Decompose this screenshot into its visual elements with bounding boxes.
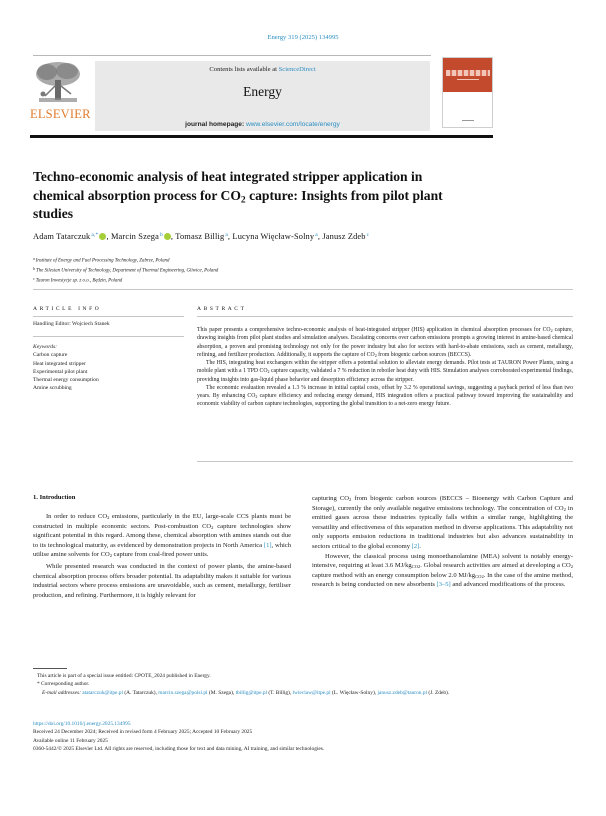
article-title: Techno-economic analysis of heat integrated stripper application in chemical absorption process for $CO_2$ capture: Insights from pilot plant studies — [33, 169, 443, 221]
section-heading-introduction: 1. Introduction — [33, 494, 76, 501]
body-paragraph: However, the classical process using monoethanolamine (MEA) solvent is notably energy-intensive, requiring at least 3.6 $MJ/kg_{CO2}$. Global research activities are aimed at developing a $CO_2$ capture method with an energy consumption below 2.0 $MJ/kg_{CO2}$. In the case of the amine method, research is being conducted on new absorbents [3–5] and advanced modifications of the process. — [312, 552, 573, 589]
header-thick-rule — [30, 135, 493, 138]
footnotes — [33, 672, 573, 697]
cover-line — [457, 79, 479, 80]
keywords-label: Keywords: — [33, 344, 58, 350]
cover-title-glyphs — [446, 70, 490, 76]
publication-history: Received 24 December 2024; Received in revised form 4 February 2025; Accepted 10 February 2025 — [33, 729, 253, 736]
body-paragraph: While presented research was conducted in the context of power plants, the amine-based chemical absorption process offers broader potential. Its adaptability makes it suitable for various industrial sectors where process emissions are unavoidable, such as cement, metallurgy, fertiliser production, and refining. Furthermore, it is highly relevant for — [33, 562, 291, 599]
abstract-paragraph: This paper presents a comprehensive techno-economic analysis of heat-integrated stripper (HIS) application in chemical absorption processes for $CO_2$ capture, drawing insights from pilot plant studies and simulation analyses. Escalating concerns over carbon emissions prompts a growing interest in amine-based chemical absorption, a proven and promising technology not only for the power industry but also for sectors with hard-to-abate emissions, such as cement, metallurgy, refining, and fertilizer production. Additionally, it supports the capture of $CO_2$ from biogenic carbon sources (BECCS). — [197, 327, 573, 358]
orcid-icon[interactable] — [99, 233, 106, 240]
body-paragraph: In order to reduce $CO_2$ emissions, particularly in the EU, large-scale CCS plants must be constructed in multiple economic sectors. Post-combustion $CO_2$ capture technologies show significant potential in this regard. Among these, chemical absorption with amines stands out due to its technological maturity, as evidenced by demonstration projects in North America [1], which utilise amine solvents for $CO_2$ capture from coal-fired power units. — [33, 513, 291, 559]
keyword-item[interactable]: Carbon capture — [33, 352, 68, 359]
email-link[interactable]: atatarczuk@itpe.pl — [82, 689, 123, 696]
cover-footer-mark — [462, 120, 474, 121]
elsevier-logo[interactable] — [30, 60, 91, 121]
affiliations-rule — [33, 289, 573, 290]
journal-name: Energy — [243, 84, 282, 99]
author-name[interactable]: Marcin Szega — [110, 232, 160, 241]
abstract-label: ABSTRACT — [197, 306, 247, 312]
keyword-item[interactable]: Experimental pilot plant — [33, 368, 88, 375]
abstract-paragraph: The economic evaluation revealed a 1.3 % increase in initial capital costs, offset by 3.2 % operational savings, suggesting a payback period of less than two years. By enhancing $CO_2$ capture efficiency and reducing energy demand, HIS integration offers a practical pathway toward improving the sustainability and economic viability of carbon capture technologies, supporting the global transition to a net-zero energy future. — [197, 384, 573, 408]
body-paragraph: capturing $CO_2$ from biogenic carbon sources (BECCS – Bioenergy with Carbon Capture and Storage), currently the only available negative emissions technology. The concentration of $CO_2$ in emitted gases across these industries typically falls within a similar range, highlighting the versatility and effectiveness of this separation method in diverse applications. This adaptability not only supports emission reductions in traditional industries but also advances sustainability in sectors critical to the global economy [2]. — [312, 495, 573, 550]
email-link[interactable]: tbillig@itpe.pl — [235, 689, 268, 696]
article-info-rule — [33, 316, 184, 317]
copyright-notice: 0360-5442/© 2025 Elsevier Ltd. All rights are reserved, including those for text and data mining, AI training, and similar technologies. — [33, 745, 325, 752]
email-link[interactable]: marcin.szega@polsl.pl — [158, 689, 208, 696]
journal-masthead — [95, 61, 430, 131]
doi-link[interactable]: https://doi.org/10.1016/j.energy.2025.134995 — [33, 721, 131, 727]
author-list: Adam Tatarczuk$^{a,*}$ , Marcin Szega$^b$ , Tomasz Billig$^a$, Lucyna Więcław-Solny$^a$, Janusz Zdeb$^c$ — [33, 232, 370, 241]
footnote-rule — [33, 668, 67, 669]
journal-homepage: journal homepage: www.elsevier.com/locate/energy — [185, 121, 340, 128]
journal-citation[interactable]: Energy 319 (2025) 134995 — [267, 34, 339, 41]
abstract-paragraph: The HIS, integrating heat exchangers within the stripper offers a potential solution to alleviate energy demands. Pilot tests at TAURON Power Plants, using a mobile plant with a 1 TPD $CO_2$ capture capacity, validated a 7 % reduction in reboiler heat duty with HIS. Simulation analyses corroborated experimental findings, providing insights into gas-liquid phase behavior and desorption efficiency across the stripper. — [197, 360, 573, 383]
author-name[interactable]: Tomasz Billig — [175, 232, 225, 241]
affiliation-mark[interactable]: a — [225, 232, 228, 238]
email-link[interactable]: janusz.zdeb@tauron.pl — [377, 689, 428, 696]
body-column-left — [33, 512, 291, 600]
elsevier-wordmark: ELSEVIER — [30, 107, 91, 121]
affiliation-mark[interactable]: c — [366, 232, 370, 238]
body-column-right — [312, 494, 573, 590]
author-name[interactable]: Lucyna Więcław-Solny — [232, 232, 315, 241]
abstract-body — [197, 326, 573, 409]
abstract-rule — [197, 316, 573, 317]
publication-info — [33, 720, 573, 753]
author-name[interactable]: Adam Tatarczuk — [33, 232, 91, 241]
reference-link[interactable]: [1] — [263, 541, 272, 549]
keyword-item[interactable]: Amine scrubbing — [33, 385, 72, 392]
affiliation-item: $^b$The Silesian University of Technology, Department of Thermal Engineering, Gliwice, Poland — [33, 265, 219, 274]
reference-link[interactable]: [3–5] — [436, 581, 451, 589]
email-addresses: E-mail addresses: atatarczuk@itpe.pl (A. Tatarczuk), marcin.szega@polsl.pl (M. Szega), tbillig@itpe.pl (T. Billig), lwieclaw@itpe.pl (L. Więcław-Solny), janusz.zdeb@tauron.pl (J. Zdeb). — [42, 689, 450, 696]
available-online: Available online 11 February 2025 — [33, 737, 108, 744]
handling-editor-rule — [33, 336, 184, 337]
keywords-list — [33, 343, 99, 393]
elsevier-tree-icon — [33, 60, 83, 106]
affiliation-item: $^a$Institute of Energy and Fuel Processing Technology, Zabrze, Poland — [33, 256, 170, 264]
affiliation-list — [33, 255, 433, 285]
keyword-item[interactable]: Thermal energy consumption — [33, 377, 99, 384]
orcid-icon[interactable] — [164, 233, 171, 240]
abstract-bottom-rule — [197, 461, 573, 462]
affiliation-mark[interactable]: a,* — [91, 232, 99, 238]
author-name[interactable]: Janusz Zdeb — [322, 232, 366, 241]
special-issue-note: This article is part of a special issue entitled: CPOTE_2024 published in Energy. — [37, 673, 211, 679]
affiliation-item: $^c$Tauron Inwestycje sp. z o.o., Będzin, Poland — [33, 275, 123, 284]
sciencedirect-link[interactable]: ScienceDirect — [278, 66, 316, 73]
cover-banner — [443, 58, 492, 92]
affiliation-mark[interactable]: a — [315, 232, 318, 238]
corresponding-author-note: * Corresponding author. — [37, 681, 90, 688]
header-rule — [33, 55, 431, 56]
keyword-item[interactable]: Heat integrated stripper — [33, 360, 86, 367]
journal-homepage-link[interactable]: www.elsevier.com/locate/energy — [246, 121, 340, 128]
reference-link[interactable]: [2] — [411, 542, 420, 550]
contents-line: Contents lists available at ScienceDirect — [209, 66, 316, 73]
email-link[interactable]: lwieclaw@itpe.pl — [292, 689, 331, 696]
affiliation-mark[interactable]: b — [160, 232, 163, 238]
article-info-label: ARTICLE INFO — [33, 306, 102, 312]
journal-cover-thumbnail[interactable] — [442, 57, 493, 128]
handling-editor: Handling Editor: Wojciech Stanek — [33, 321, 110, 327]
